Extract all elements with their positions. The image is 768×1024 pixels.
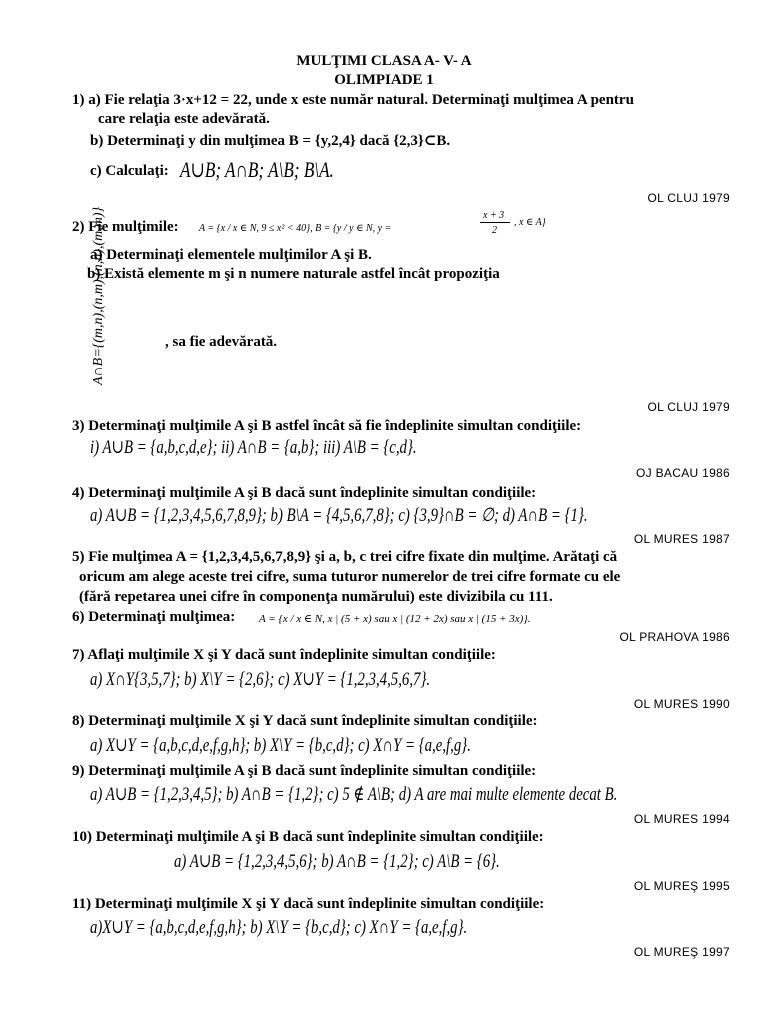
problem-2-rotated-formula: A∩B={(m,n),(n,m),(n,n),(m,m)} (91, 206, 106, 385)
problem-1-a-line2: care relaţia este adevărată. (98, 111, 270, 127)
problem-2-frac-num: x + 3 (483, 210, 505, 221)
source-7: OL MURES 1990 (633, 697, 730, 711)
problem-6-math: A = {x / x ∈ N, x | (5 + x) sau x | (12 + 2x) sau x | (15 + 3x)}. (259, 613, 531, 625)
source-2: OL CLUJ 1979 (647, 400, 730, 414)
problem-6-text: 6) Determinaţi mulţimea: (72, 609, 236, 625)
source-3: OJ BACAU 1986 (636, 466, 730, 480)
problem-11-text: 11) Determinaţi mulţimile X şi Y dacă sunt îndeplinite simultan condiţiile: (72, 896, 545, 912)
problem-1-a-line1: 1) a) Fie relaţia 3·x+12 = 22, unde x este număr natural. Determinaţi mulţimea A pentru (72, 92, 634, 108)
problem-4-text: 4) Determinaţi mulţimile A şi B dacă sunt îndeplinite simultan condiţiile: (72, 485, 537, 501)
source-11: OL MUREŞ 1997 (633, 945, 730, 959)
problem-3-text: 3) Determinaţi mulţimile A şi B astfel încât să fie îndeplinite simultan condiţiile: (72, 418, 582, 434)
page-title: MULŢIMI CLASA A- V- A (296, 53, 472, 69)
problem-2-a: a) Determinaţi elementele mulţimilor A şi B. (90, 247, 372, 263)
page-subtitle: OLIMPIADE 1 (334, 72, 434, 88)
problem-2-b: b) Există elemente m şi n numere naturale astfel încât propoziţia (87, 266, 500, 282)
problem-9-text: 9) Determinaţi mulţimile A şi B dacă sunt îndeplinite simultan condiţiile: (72, 763, 537, 779)
problem-2-frac-den: 2 (492, 225, 497, 236)
problem-5-line2: oricum am alege aceste trei cifre, suma tuturor numerelor de trei cifre formate cu ele (79, 569, 621, 585)
problem-1-b: b) Determinaţi y din mulţimea B = {y,2,4} dacă {2,3}⊂B. (90, 133, 451, 149)
problem-8-math: a) X∪Y = {a,b,c,d,e,f,g,h}; b) X\Y = {b,c,d}; c) X∩Y = {a,e,f,g}. (90, 735, 471, 756)
source-6: OL PRAHOVA 1986 (619, 630, 730, 644)
problem-3-math: i) A∪B = {a,b,c,d,e}; ii) A∩B = {a,b}; iii) A\B = {c,d}. (90, 437, 417, 458)
source-9: OL MURES 1994 (633, 812, 730, 826)
problem-7-math: a) X∩Y{3,5,7}; b) X\Y = {2,6}; c) X∪Y = {1,2,3,4,5,6,7}. (90, 669, 431, 690)
problem-5-line1: 5) Fie mulţimea A = {1,2,3,4,5,6,7,8,9} şi a, b, c trei cifre fixate din mulţime. Arătaţi că (72, 549, 618, 565)
problem-2-sets: A = {x / x ∈ N, 9 ≤ x² < 40}, B = {y / y ∈ N, y = (199, 223, 392, 234)
problem-11-math: a)X∪Y = {a,b,c,d,e,f,g,h}; b) X\Y = {b,c,d}; c) X∩Y = {a,e,f,g}. (90, 917, 468, 938)
fraction-bar (480, 222, 510, 223)
problem-2-intro: 2) Fie mulţimile: (72, 219, 179, 235)
problem-8-text: 8) Determinaţi mulţimile X şi Y dacă sunt îndeplinite simultan condiţiile: (72, 713, 538, 729)
problem-5-line3: (fără repetarea unei cifre în componenţa numărului) este divizibila cu 111. (79, 589, 553, 605)
problem-7-text: 7) Aflaţi mulţimile X şi Y dacă sunt îndeplinite simultan condiţiile: (72, 647, 496, 663)
problem-10-math: a) A∪B = {1,2,3,4,5,6}; b) A∩B = {1,2}; c) A\B = {6}. (174, 851, 500, 872)
problem-4-math: a) A∪B = {1,2,3,4,5,6,7,8,9}; b) B\A = {4,5,6,7,8}; c) {3,9}∩B = ∅; d) A∩B = {1}. (90, 505, 588, 526)
problem-2-tail: , sa fie adevărată. (165, 334, 278, 350)
problem-1-c-math: A∪B; A∩B; A\B; B\A. (180, 157, 334, 182)
source-4: OL MURES 1987 (633, 532, 730, 546)
problem-2-sets-end: , x ∈ A} (514, 217, 546, 228)
problem-10-text: 10) Determinaţi mulţimile A şi B dacă sunt îndeplinite simultan condiţiile: (72, 829, 544, 845)
problem-9-math: a) A∪B = {1,2,3,4,5}; b) A∩B = {1,2}; c) 5 ∉ A\B; d) A are mai multe elemente decat B. (90, 784, 618, 805)
source-1: OL CLUJ 1979 (647, 191, 730, 205)
problem-1-c-label: c) Calculaţi: (90, 163, 169, 179)
source-10: OL MUREŞ 1995 (633, 879, 730, 893)
